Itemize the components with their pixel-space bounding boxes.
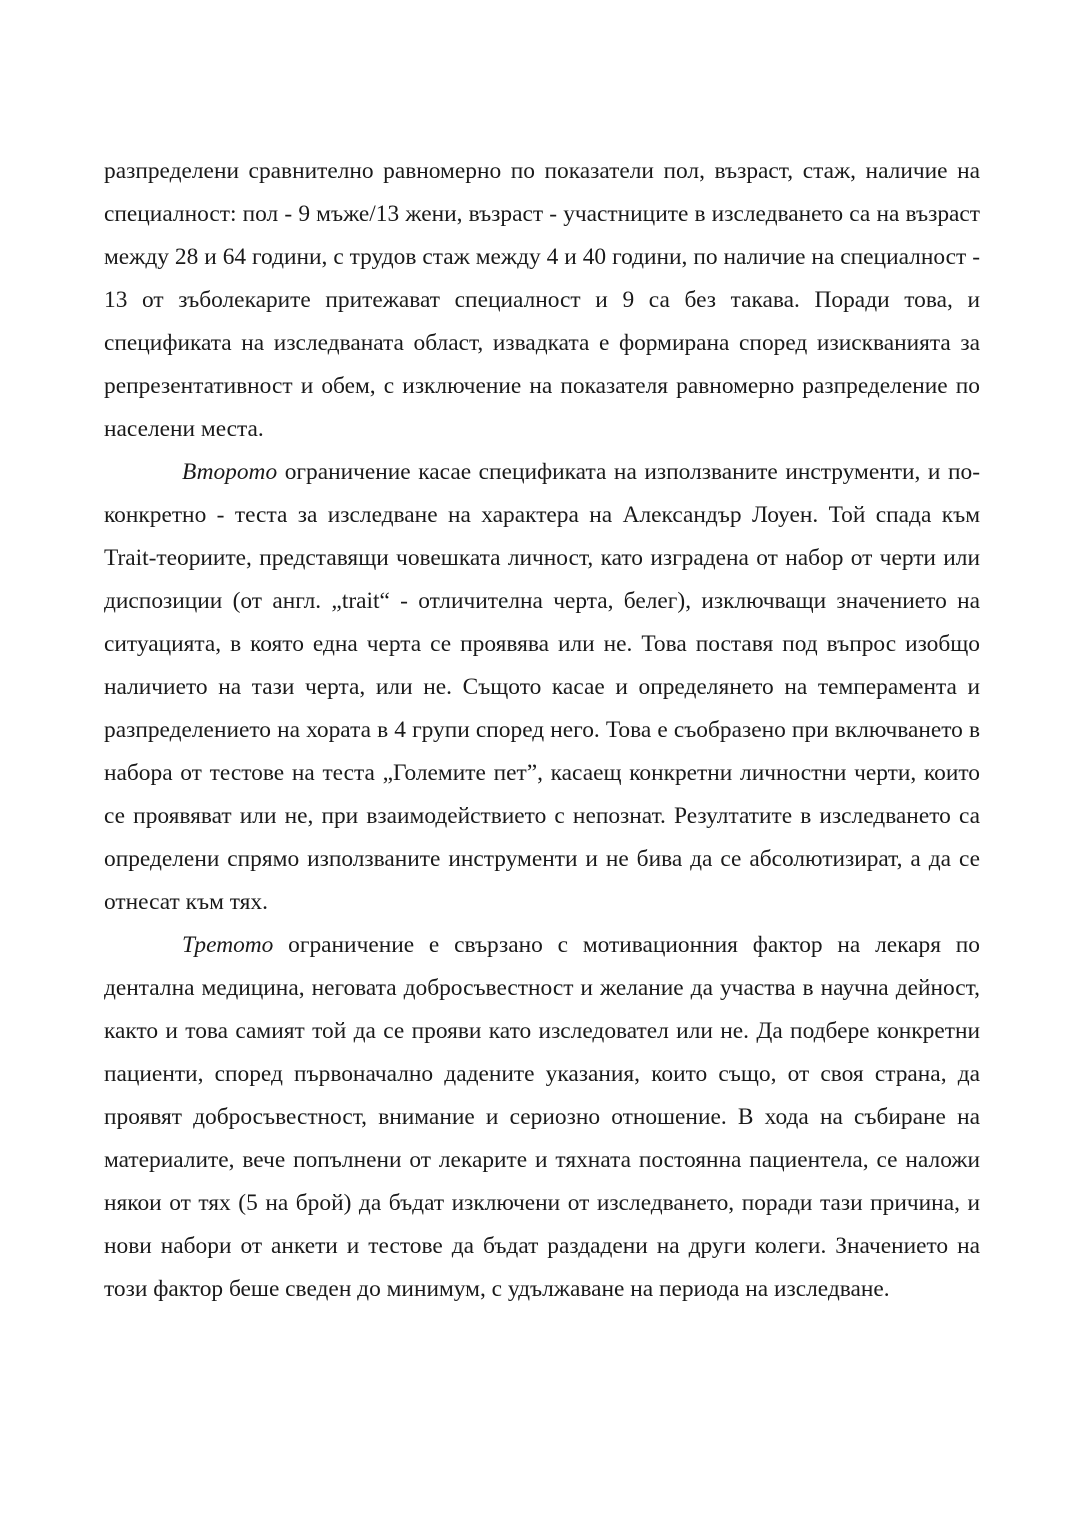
paragraph-text: разпределени сравнително равномерно по показатели пол, възраст, стаж, наличие на специалност: пол - 9 мъже/13 жени, възраст - участниците в изследването са на възраст между 28 и 64 години, с трудов стаж между 4 и 40 години, по наличие на специалност - 13 от зъболекарите притежават специалност и 9 са без такава. Поради това, и спецификата на изследваната област, извадката е формирана според изискванията за репрезентативност и обем, с изключение на показателя равномерно разпределение по населени места.: [104, 158, 980, 442]
paragraph-text: ограничение е свързано с мотивационния фактор на лекаря по дентална медицина, неговата добросъвестност и желание да участва в научна дейност, както и това самият той да се прояви като изследовател или не. Да подбере конкретни пациенти, според първоначално дадените указания, които също, от своя страна, да проявят добросъвестност, внимание и сериозно отношение. В хода на събиране на материалите, вече попълнени от лекарите и тяхната постоянна пациентела, се наложи някои от тях (5 на брой) да бъдат изключени от изследването, поради тази причина, и нови набори от анкети и тестове да бъдат раздадени на други колеги. Значението на този фактор беше сведен до минимум, с удължаване на периода на изследване.: [104, 932, 980, 1302]
paragraph-third-limitation: [104, 924, 980, 1311]
document-page: [104, 150, 980, 1311]
paragraph-second-limitation: [104, 451, 980, 924]
paragraph-text: ограничение касае спецификата на използваните инструменти, и по-конкретно - теста за изследване на характера на Александър Лоуен. Той спада към Trait-теориите, представящи човешката личност, като изградена от набор от черти или диспозиции (от англ. „trait“ - отличителна черта, белег), изключващи значението на ситуацията, в която една черта се проявява или не. Това поставя под въпрос изобщо наличието на тази черта, или не. Същото касае и определянето на темперамента и разпределението на хората в 4 групи според него. Това е съобразено при включването в набора от тестове на теста „Големите пет”, касаещ конкретни личностни черти, които се проявяват или не, при взаимодействието с непознат. Резултатите в изследването са определени спрямо използваните инструменти и не бива да се абсолютизират, а да се отнесат към тях.: [104, 459, 980, 915]
paragraph-sample-distribution: [104, 150, 980, 451]
paragraph-lead-italic: Второто: [182, 459, 278, 485]
paragraph-lead-italic: Третото: [182, 932, 274, 958]
